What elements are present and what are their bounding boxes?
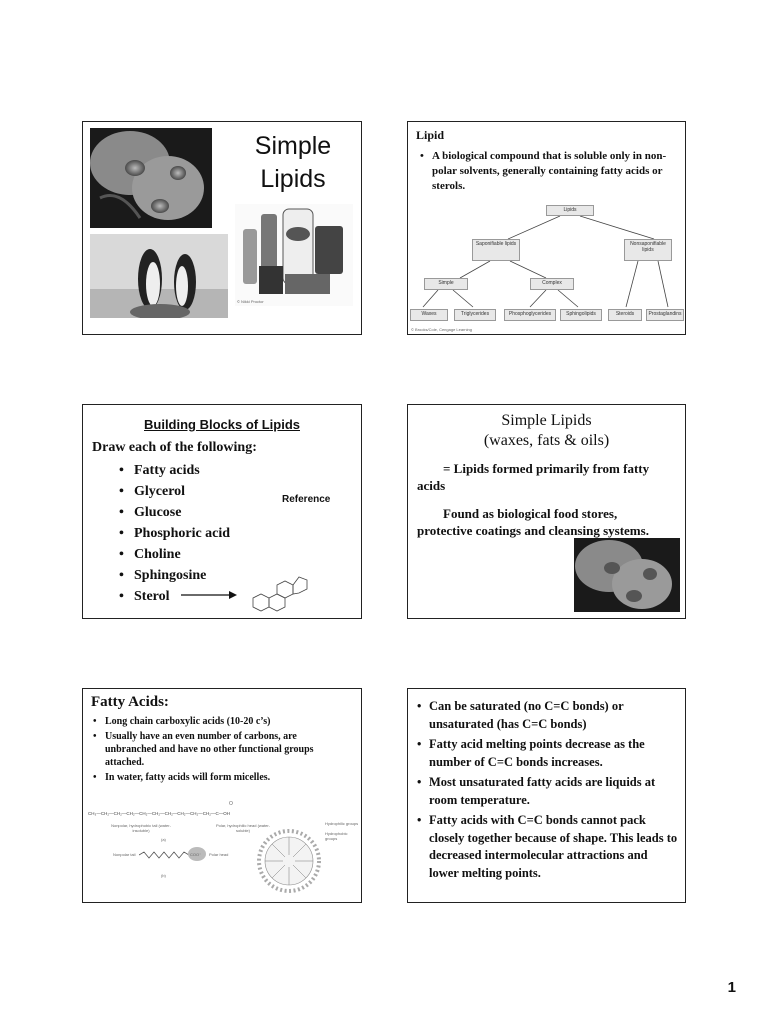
slide2-bullet: • A biological compound that is soluble only in non-polar solvents, generally containing fatty acids or sterols. — [420, 149, 678, 194]
building-blocks-list — [119, 460, 230, 607]
slide-simple-lipids-intro — [407, 404, 686, 619]
tree-saponifiable: Saponifiable lipids — [472, 239, 520, 261]
label-b: (b) — [161, 873, 166, 878]
building-block-item: • Choline — [119, 544, 230, 565]
slide-simple-lipids-title — [82, 121, 362, 335]
hydrophobic-label: Hydrophobic groups — [325, 831, 348, 841]
slide1-title — [243, 130, 343, 196]
building-block-item: • Sterol — [119, 586, 230, 607]
slide2-credit: © Brooks/Cole, Cengage Learning — [411, 327, 472, 332]
tree-leaf-steroids: Steroids — [608, 309, 642, 321]
tree-leaf-phosphoglycerides: Phosphoglycerides — [504, 309, 556, 321]
building-block-item: • Glucose — [119, 502, 230, 523]
fatty-acid-bullet: • Usually have an even number of carbons, are unbranched and have no other functional groups attached. — [93, 730, 351, 769]
tail-label: Nonpolar, hydrophobic tail (water-insoluble) — [111, 823, 171, 833]
tree-leaf-prostaglandins: Prostaglandins — [646, 309, 684, 321]
fatty-acid-bullet: • Long chain carboxylic acids (10-20 c’s) — [93, 715, 351, 728]
lipid-tree-lines — [408, 122, 686, 335]
saturation-bullet: • Can be saturated (no C=C bonds) or unsaturated (has C=C bonds) — [417, 698, 679, 733]
slide2-heading: Lipid — [416, 128, 445, 142]
sterol-ring-structure — [243, 572, 315, 616]
head-label: Polar, hydrophilic head (water-soluble) — [215, 823, 271, 833]
label-a: (a) — [161, 837, 166, 842]
micelle-drawing — [251, 821, 331, 901]
slide3-intro: Draw each of the following: — [92, 440, 257, 455]
tree-leaf-sphingolipids: Sphingolipids — [560, 309, 602, 321]
page-number: 1 — [727, 979, 736, 996]
building-block-item: • Glycerol — [119, 481, 230, 502]
saturation-bullets — [417, 698, 679, 882]
nonpolar-tail-label: Nonpolar tail — [113, 852, 136, 857]
water-drop-leaf-photo-small — [574, 538, 680, 612]
oil-products-photo — [235, 204, 353, 306]
photo-credit: © Nikki Proctor — [237, 299, 264, 304]
slide-fatty-acids — [82, 688, 362, 903]
slide3-title: Building Blocks of Lipids — [144, 417, 300, 432]
fatty-acid-diagram — [83, 799, 362, 903]
slide5-title: Fatty Acids: — [91, 694, 169, 710]
slide-lipid-definition — [407, 121, 686, 335]
tree-complex: Complex — [530, 278, 574, 290]
slide-saturation — [407, 688, 686, 903]
tree-leaf-triglycerides: Triglycerides — [454, 309, 496, 321]
sterol-arrow — [181, 589, 241, 601]
slide1-title-line2: Lipids — [260, 165, 326, 193]
penguins-photo — [90, 234, 228, 318]
reference-label: Reference — [282, 494, 331, 505]
building-block-item: • Sphingosine — [119, 565, 230, 586]
saturation-bullet: • Most unsaturated fatty acids are liquids at room temperature. — [417, 774, 679, 809]
building-block-item: • Phosphoric acid — [119, 523, 230, 544]
tree-root-lipids: Lipids — [546, 205, 594, 216]
tail-zigzag — [139, 850, 189, 860]
oxygen-label: O — [229, 801, 233, 807]
fatty-acid-bullets — [93, 715, 351, 784]
water-drop-leaf-photo — [90, 128, 212, 228]
fatty-acid-formula: CH₃—CH₂—CH₂—CH₂—CH₂—CH₂—CH₂—CH₂—CH₂—CH₂—C—OH — [88, 811, 231, 816]
polar-head-label: Polar head — [209, 852, 229, 857]
coo-label: COO⁻ — [190, 852, 202, 857]
slide4-title — [408, 411, 685, 451]
tree-leaf-waxes: Waxes — [410, 309, 448, 321]
building-block-item: • Fatty acids — [119, 460, 230, 481]
slide4-title-line1: Simple Lipids — [501, 412, 592, 429]
slide4-para2: Found as biological food stores, protective coatings and cleansing systems. — [417, 506, 649, 538]
slide4-para1: = Lipids formed primarily from fatty acids — [417, 461, 650, 493]
slide-building-blocks — [82, 404, 362, 619]
saturation-bullet: • Fatty acids with C=C bonds cannot pack closely together because of shape. This leads to decreased intermolecular attractions and lower melting points. — [417, 812, 679, 882]
tree-simple: Simple — [424, 278, 468, 290]
fatty-acid-bullet: • In water, fatty acids will form micelles. — [93, 771, 351, 784]
hydrophilic-label: Hydrophilic groups — [325, 821, 359, 826]
saturation-bullet: • Fatty acid melting points decrease as the number of C=C bonds increases. — [417, 736, 679, 771]
slide4-title-line2: (waxes, fats & oils) — [483, 432, 610, 449]
slide1-title-line1: Simple — [254, 132, 332, 160]
tree-nonsaponifiable: Nonsaponifiable lipids — [624, 239, 672, 261]
